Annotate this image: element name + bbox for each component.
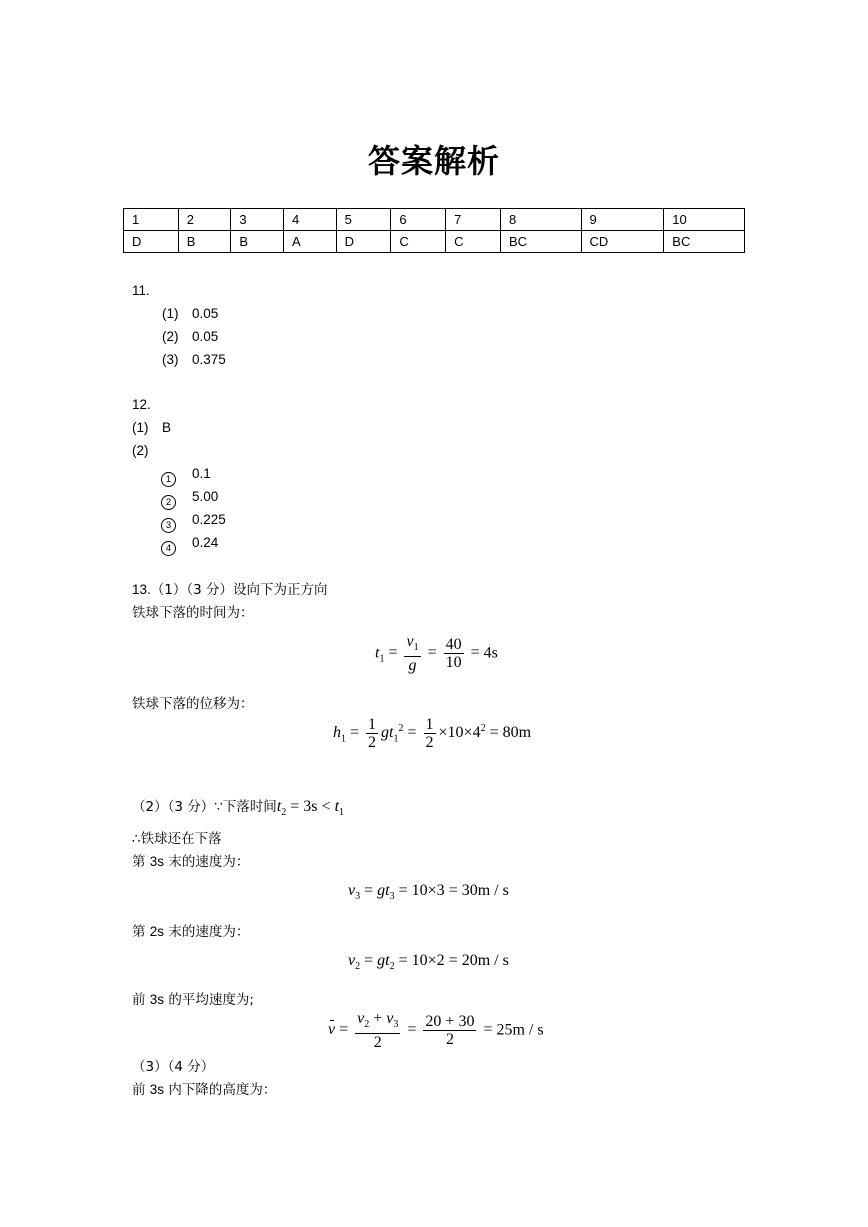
- q13-part3: （3）（4 分）: [132, 1059, 215, 1075]
- answer-table-number-cell: 1: [124, 209, 179, 231]
- circled-number-icon: 4: [161, 541, 176, 556]
- q12-part2-num: (2): [132, 443, 149, 458]
- q13-therefore: ∴铁球还在下落: [132, 831, 222, 847]
- q12-part1-num: (1): [132, 420, 149, 435]
- circled-number-icon: 1: [161, 472, 176, 487]
- q11-item-value: 0.05: [192, 329, 219, 344]
- q11-item-number: (3): [162, 352, 179, 367]
- answer-table-number-cell: 10: [664, 209, 745, 231]
- answer-table-number-cell: 2: [178, 209, 231, 231]
- answer-table-answer-cell: D: [336, 231, 391, 253]
- q12-item-value: 0.24: [192, 535, 219, 550]
- page-title: 答案解析: [367, 142, 500, 180]
- q13-part2-line: （2）（3 分）∵下落时间$t_2 = 3s < t_1$: [132, 798, 345, 819]
- answer-table-answer-cell: B: [178, 231, 231, 253]
- answer-table-number-cell: 8: [500, 209, 581, 231]
- answer-table-answer-cell: D: [124, 231, 179, 253]
- answer-table-answer-cell: C: [391, 231, 446, 253]
- equation-average-velocity: v = $\frac{v_2 + v_3}{2}$ = $\frac{20 + 30}{2}$ = 25m / s: [328, 1010, 544, 1052]
- q13-v2-line: 第 2s 末的速度为：: [132, 924, 250, 940]
- q13-height-line: 前 3s 内下降的高度为：: [132, 1082, 277, 1098]
- answer-table: [123, 208, 745, 253]
- answer-table-number-row: [124, 209, 745, 231]
- q12-item-value: 0.1: [192, 466, 211, 481]
- q13-heading-text: （1）（3 分）设向下为正方向: [150, 582, 328, 598]
- equation-inline-time: $t_2 = 3s < t_1$: [276, 798, 345, 819]
- answer-table-answer-cell: C: [446, 231, 501, 253]
- q12-label: 12.: [132, 397, 151, 412]
- q12-item-value: 5.00: [192, 489, 219, 504]
- q12-part1-value: B: [162, 420, 172, 435]
- circled-number-icon: 2: [161, 495, 176, 510]
- q13-v3-line: 第 3s 末的速度为：: [132, 854, 250, 870]
- answer-table-answer-cell: BC: [500, 231, 581, 253]
- answer-table-answer-row: [124, 231, 745, 253]
- q13-number: 13.: [132, 582, 151, 597]
- answer-table-answer-cell: B: [231, 231, 284, 253]
- circled-number-icon: 3: [161, 518, 176, 533]
- answer-table-answer-cell: CD: [581, 231, 664, 253]
- equation-v3: $v_3 = gt_3 = 10\times 3 = 30m / s$: [348, 882, 509, 903]
- equation-displacement: $h_1$ = $\frac{1}{2}$ $gt_1^2$ = $\frac{1}{2}$ $\times 10\times 4^2 = 80m$: [333, 716, 532, 751]
- q13-heading: [132, 578, 328, 598]
- q12-item-value: 0.225: [192, 512, 226, 527]
- q11-item-value: 0.375: [192, 352, 226, 367]
- answer-table-number-cell: 4: [284, 209, 337, 231]
- answer-table-answer-cell: BC: [664, 231, 745, 253]
- q13-line-time: 铁球下落的时间为：: [132, 605, 254, 621]
- q13-line-displacement: 铁球下落的位移为：: [132, 696, 254, 712]
- q11-item-number: (1): [162, 306, 179, 321]
- answer-table-number-cell: 3: [231, 209, 284, 231]
- equation-fall-time: $t_1$ = $\frac{v_1}{g}$ = $\frac{40}{10}$ = 4s: [375, 633, 498, 675]
- q13-avg-line: 前 3s 的平均速度为;: [132, 992, 254, 1008]
- q11-item-value: 0.05: [192, 306, 219, 321]
- answer-table-number-cell: 5: [336, 209, 391, 231]
- q11-item-number: (2): [162, 329, 179, 344]
- q11-label: 11.: [132, 283, 150, 298]
- equation-v2: $v_2 = gt_2 = 10\times 2 = 20m / s$: [348, 952, 509, 973]
- answer-table-number-cell: 6: [391, 209, 446, 231]
- answer-table-number-cell: 9: [581, 209, 664, 231]
- answer-table-answer-cell: A: [284, 231, 337, 253]
- answer-table-number-cell: 7: [446, 209, 501, 231]
